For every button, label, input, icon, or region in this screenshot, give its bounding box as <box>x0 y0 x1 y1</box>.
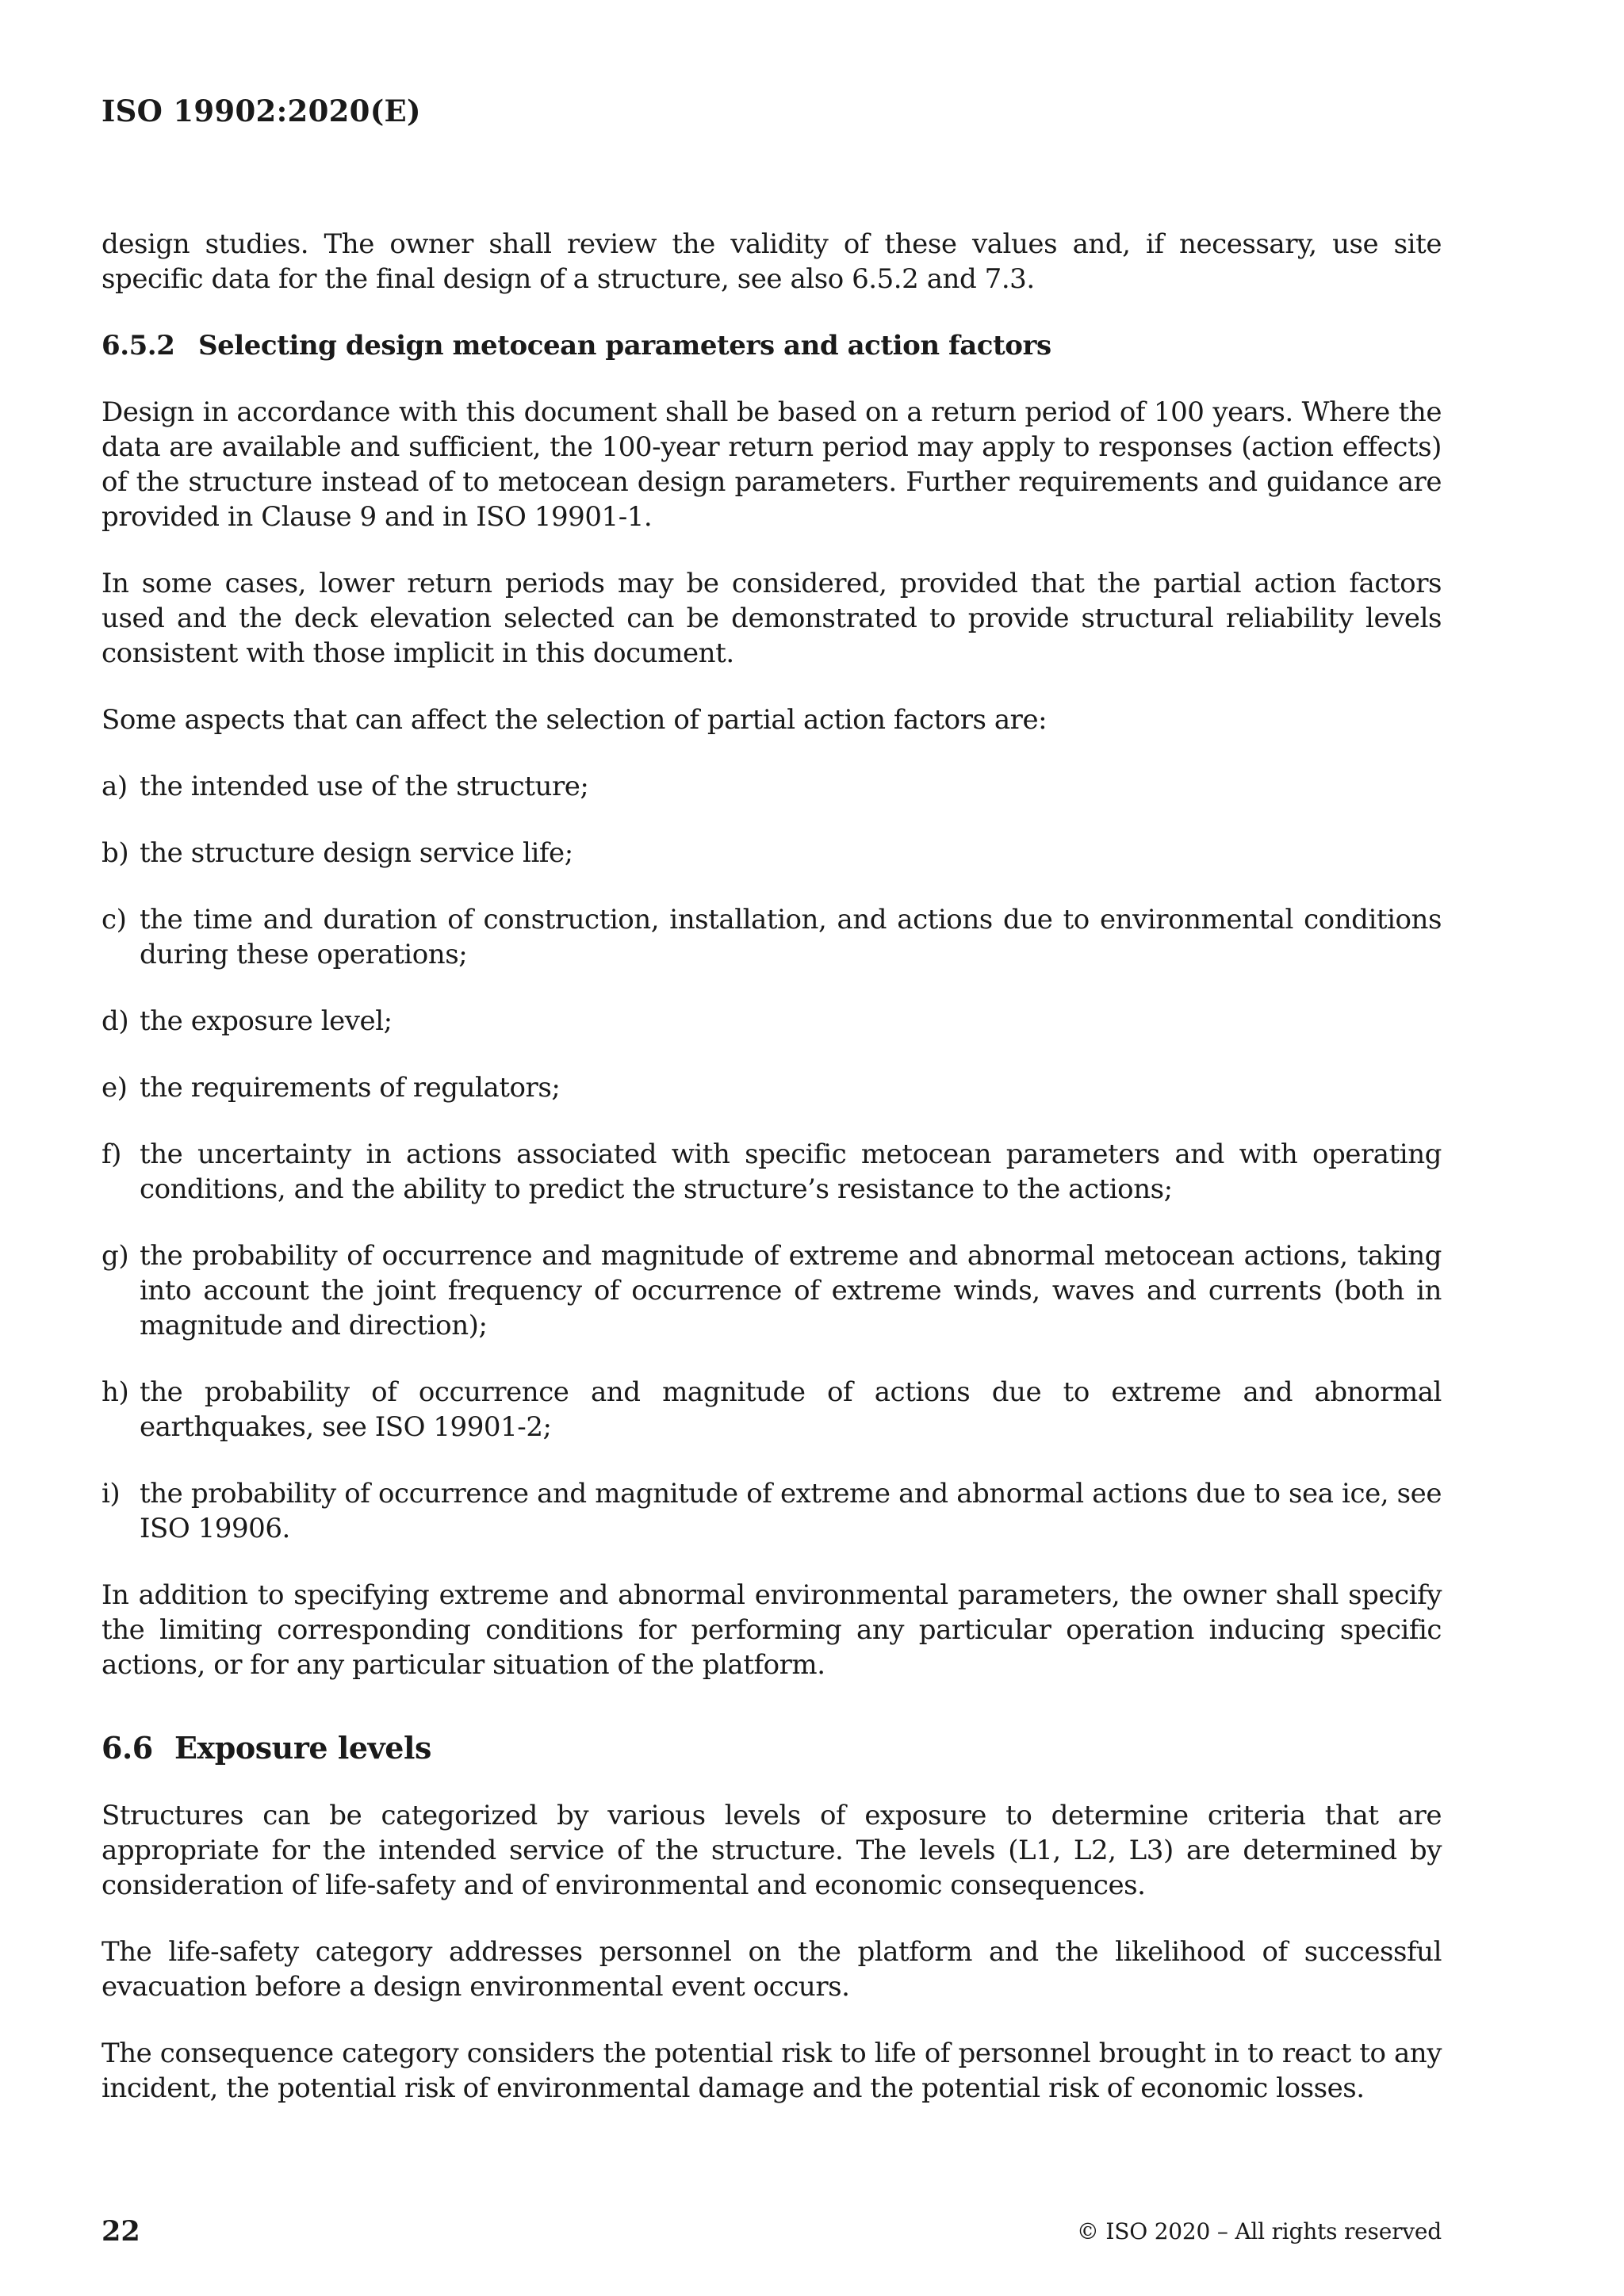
paragraph: Design in accordance with this document shall be based on a return period of 100 years. Where the data are available and sufficient, the 100-year return period may apply to responses (action effects) of the structure instead of to metocean design parameters. Further requirements and guidance are provided in Clause 9 and in ISO 19901-1. <box>102 396 1442 533</box>
page-number: 22 <box>102 2215 140 2248</box>
document-identifier: ISO 19902:2020(E) <box>102 94 421 128</box>
list-item <box>102 1137 1442 1207</box>
list-item <box>102 1375 1442 1445</box>
list-item <box>102 769 1442 804</box>
list-item <box>102 1238 1442 1343</box>
list-item <box>102 1476 1442 1546</box>
paragraph: The life-safety category addresses personnel on the platform and the likelihood of successful evacuation before a design environmental event occurs. <box>102 1936 1442 2003</box>
paragraph: In some cases, lower return periods may be considered, provided that the partial action factors used and the deck elevation selected can be demonstrated to provide structural reliability levels consistent with those implicit in this document. <box>102 568 1442 669</box>
list-item <box>102 1070 1442 1105</box>
list-marker: h) <box>102 1376 129 1408</box>
list-marker: c) <box>102 904 127 936</box>
list-marker: b) <box>102 837 129 869</box>
list-item-text: the probability of occurrence and magnitude of extreme and abnormal metocean actions, taking into account the joint frequency of occurrence of extreme winds, waves and currents (both in magnitude and direction); <box>140 1240 1442 1341</box>
paragraph: Some aspects that can affect the selection of partial action factors are: <box>102 704 1048 736</box>
list-item-text: the probability of occurrence and magnitude of extreme and abnormal actions due to sea ice, see ISO 19906. <box>140 1478 1442 1544</box>
section-6-5-2-heading <box>102 328 1442 363</box>
list-marker: d) <box>102 1005 129 1037</box>
partial-action-factors-list <box>102 769 1442 1546</box>
list-marker: f) <box>102 1138 121 1170</box>
paragraph: The consequence category considers the potential risk to life of personnel brought in to react to any incident, the potential risk of environmental damage and the potential risk of economic losses. <box>102 2038 1442 2104</box>
paragraph: Structures can be categorized by various levels of exposure to determine criteria that are appropriate for the intended service of the structure. The levels (L1, L2, L3) are determined by consideration of life-safety and of environmental and economic consequences. <box>102 1800 1442 1901</box>
list-marker: a) <box>102 771 128 802</box>
list-marker: i) <box>102 1478 121 1510</box>
list-item <box>102 902 1442 972</box>
paragraph: In addition to specifying extreme and abnormal environmental parameters, the owner shall specify the limiting corresponding conditions for performing any particular operation inducing specific actions, or for any particular situation of the platform. <box>102 1579 1442 1681</box>
list-item-text: the probability of occurrence and magnitude of actions due to extreme and abnormal earthquakes, see ISO 19901-2; <box>140 1376 1442 1443</box>
list-item <box>102 836 1442 871</box>
section-number: 6.6 <box>102 1730 153 1766</box>
section-6-6-heading <box>102 1728 1442 1768</box>
section-number: 6.5.2 <box>102 330 175 362</box>
section-title: Exposure levels <box>174 1730 431 1766</box>
list-item-text: the requirements of regulators; <box>140 1072 561 1104</box>
page-content <box>102 227 1442 2137</box>
list-item-text: the exposure level; <box>140 1005 393 1037</box>
list-item-text: the uncertainty in actions associated with specific metocean parameters and with operating conditions, and the ability to predict the structure’s resistance to the actions; <box>140 1138 1442 1205</box>
list-item-text: the time and duration of construction, installation, and actions due to environmental conditions during these operations; <box>140 904 1442 970</box>
section-title: Selecting design metocean parameters and action factors <box>198 330 1051 362</box>
list-item-text: the intended use of the structure; <box>140 771 589 802</box>
intro-paragraph: design studies. The owner shall review the validity of these values and, if necessary, use site specific data for the final design of a structure, see also 6.5.2 and 7.3. <box>102 228 1442 295</box>
list-marker: e) <box>102 1072 128 1104</box>
list-item <box>102 1004 1442 1039</box>
copyright-notice: © ISO 2020 – All rights reserved <box>1076 2218 1442 2244</box>
list-marker: g) <box>102 1240 129 1272</box>
list-item-text: the structure design service life; <box>140 837 573 869</box>
